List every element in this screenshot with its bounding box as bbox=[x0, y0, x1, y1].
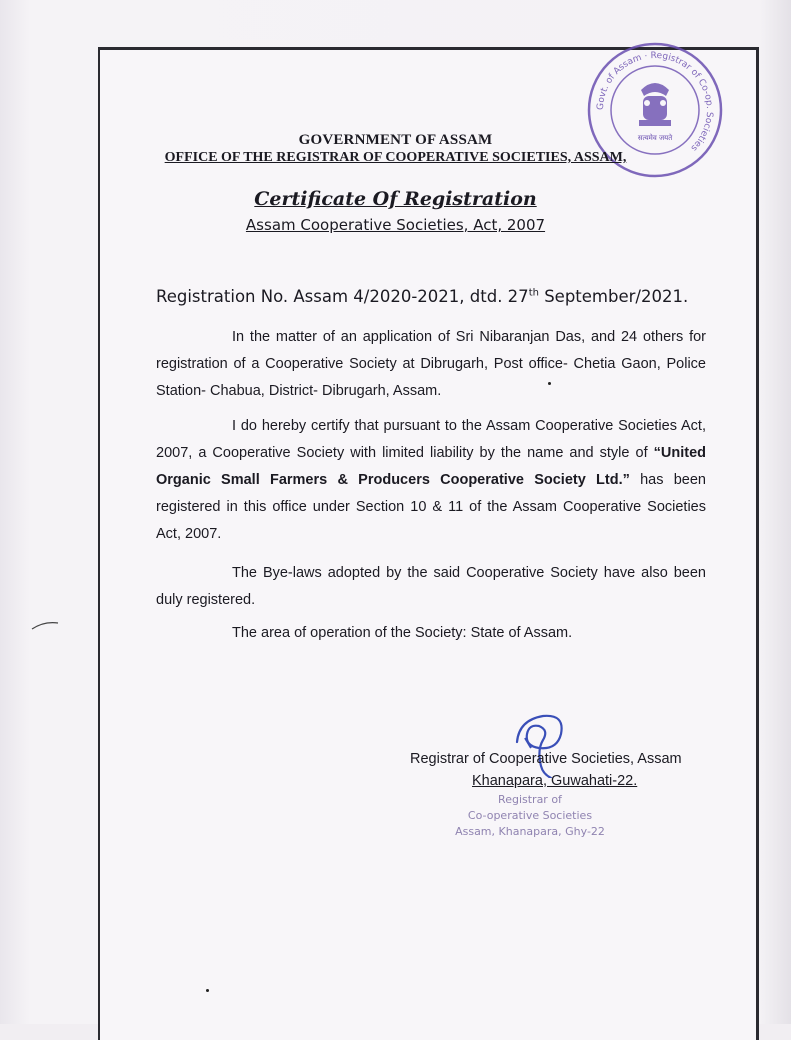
area-paragraph bbox=[156, 620, 706, 647]
registration-number bbox=[156, 287, 716, 306]
registrar-address: Khanapara, Guwahati-22. bbox=[472, 773, 638, 789]
area-text: The area of operation of the Society: State of Assam. bbox=[232, 625, 573, 641]
certificate-title: Certificate Of Registration bbox=[254, 188, 537, 210]
seal-ring-text: Govt. of Assam · Registrar of Co-op. Societies bbox=[595, 50, 715, 153]
byelaws-paragraph bbox=[156, 560, 706, 614]
act-subtitle: Assam Cooperative Societies, Act, 2007 bbox=[245, 216, 546, 234]
registration-prefix: Registration No. Assam 4/2020-2021, dtd. 27 bbox=[156, 287, 529, 306]
registrar-title: Registrar of Cooperative Societies, Assam bbox=[410, 751, 682, 767]
byelaws-text: The Bye-laws adopted by the said Cooperative Society have also been duly registered. bbox=[156, 565, 706, 608]
application-paragraph bbox=[156, 324, 706, 405]
rubber-stamp bbox=[440, 792, 620, 840]
government-heading: GOVERNMENT OF ASSAM bbox=[298, 132, 493, 148]
scan-mark bbox=[30, 615, 60, 635]
scan-speck bbox=[548, 382, 551, 385]
certification-text-start: I do hereby certify that pursuant to the Assam Cooperative Societies Act, 2007, a Cooperative Society with limited liability by the name and style of bbox=[156, 418, 706, 461]
stamp-line-1: Registrar of bbox=[498, 793, 562, 806]
scan-speck bbox=[206, 989, 209, 992]
registration-date-suffix: th bbox=[528, 287, 539, 299]
certification-paragraph bbox=[156, 413, 706, 548]
society-name: “United Organic Small Farmers & Producers Cooperative Society Ltd.” bbox=[156, 445, 706, 488]
stamp-line-3: Assam, Khanapara, Ghy-22 bbox=[455, 825, 605, 838]
certification-text-end: has been registered in this office under Section 10 & 11 of the Assam Cooperative Societies Act, 2007. bbox=[156, 472, 706, 542]
stamp-line-2: Co-operative Societies bbox=[467, 809, 593, 822]
seal-motto: सत्यमेव जयते bbox=[637, 134, 673, 142]
application-text: In the matter of an application of Sri Nibaranjan Das, and 24 others for registration of a Cooperative Society at Dibrugarh, Post office- Chetia Gaon, Police Station- Chabua, District- Dibrugarh, Assam. bbox=[156, 329, 706, 399]
office-heading: OFFICE OF THE REGISTRAR OF COOPERATIVE SOCIETIES, ASSAM, bbox=[164, 150, 627, 165]
signature-block bbox=[410, 748, 710, 792]
registration-month-year: September/2021. bbox=[538, 287, 689, 306]
